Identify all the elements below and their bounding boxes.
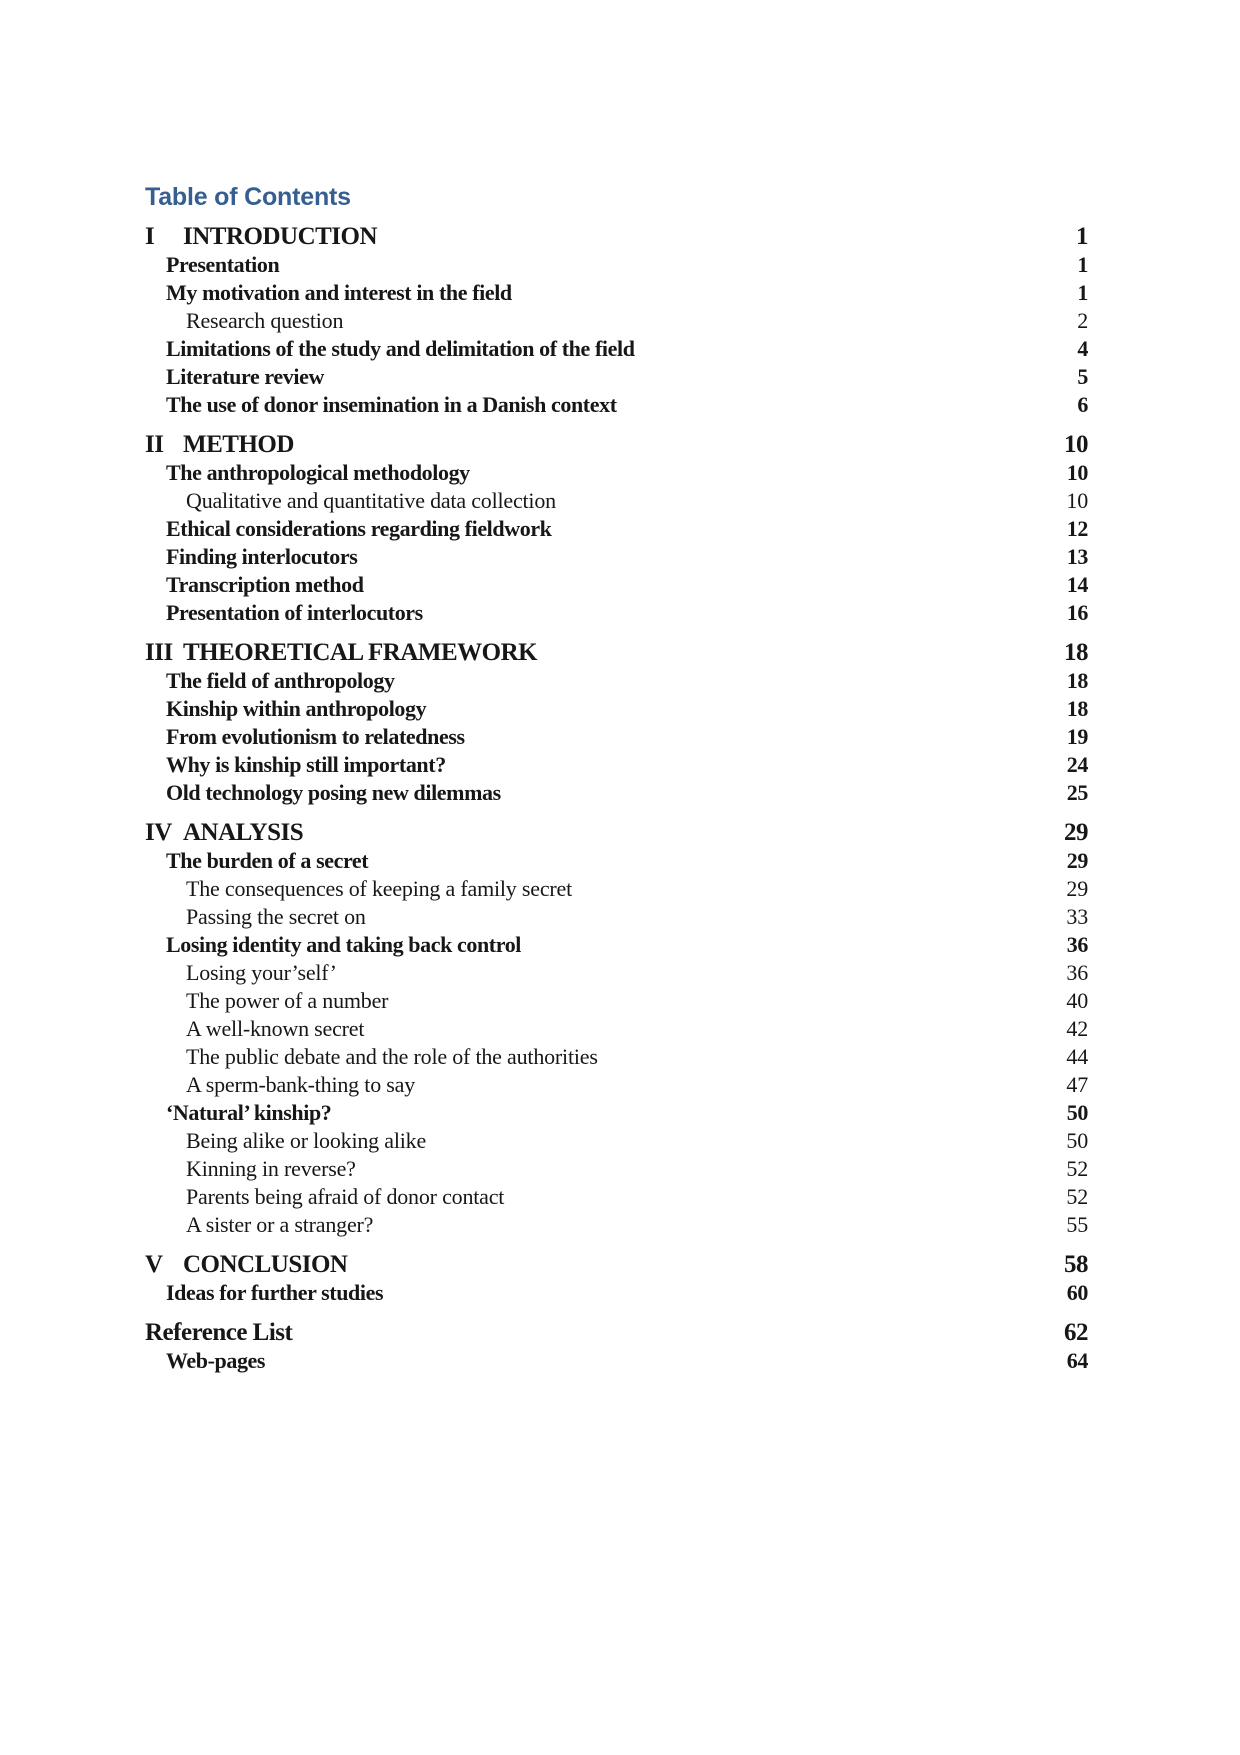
toc-entry-page-number: 24 bbox=[1066, 752, 1088, 777]
toc-entry bbox=[145, 695, 1088, 723]
toc-entry-label: Old technology posing new dilemmas bbox=[166, 780, 501, 805]
toc-entry-label: ‘Natural’ kinship? bbox=[166, 1100, 332, 1125]
toc-entry bbox=[145, 1127, 1088, 1155]
toc-entry-label: Presentation bbox=[166, 252, 280, 277]
toc-entry-page-number: 40 bbox=[1066, 988, 1088, 1013]
toc-chapter-entry bbox=[145, 639, 1088, 667]
toc-entry bbox=[145, 1211, 1088, 1239]
toc-entry-label: METHOD bbox=[183, 431, 294, 458]
toc-entry-label: INTRODUCTION bbox=[183, 223, 378, 250]
toc-entry-page-number: 29 bbox=[1066, 876, 1088, 901]
toc-entry bbox=[145, 931, 1088, 959]
toc-entry bbox=[145, 1099, 1088, 1127]
toc-entry bbox=[145, 1279, 1088, 1307]
toc-entry-page-number: 29 bbox=[1064, 819, 1088, 846]
toc-entry-page-number: 10 bbox=[1066, 460, 1088, 485]
toc-entry-page-number: 55 bbox=[1066, 1212, 1088, 1237]
toc-entry bbox=[145, 571, 1088, 599]
toc-entry-label: THEORETICAL FRAMEWORK bbox=[183, 639, 538, 666]
toc-entry bbox=[145, 599, 1088, 627]
toc-entry-page-number: 18 bbox=[1066, 668, 1088, 693]
toc-entry-page-number: 1 bbox=[1077, 280, 1088, 305]
toc-entry bbox=[145, 391, 1088, 419]
toc-chapter-entry bbox=[145, 1319, 1088, 1347]
toc-entry-page-number: 29 bbox=[1066, 848, 1088, 873]
toc-entry bbox=[145, 459, 1088, 487]
toc-entry-page-number: 52 bbox=[1066, 1156, 1088, 1181]
chapter-numeral: V bbox=[145, 1251, 163, 1278]
toc-entry bbox=[145, 1183, 1088, 1211]
toc-entry-page-number: 36 bbox=[1066, 960, 1088, 985]
chapter-numeral: IV bbox=[145, 819, 172, 846]
toc-chapter-entry bbox=[145, 1251, 1088, 1279]
toc-entry-page-number: 10 bbox=[1064, 431, 1088, 458]
toc-entry-label: Why is kinship still important? bbox=[166, 752, 446, 777]
toc-entry-label: Losing identity and taking back control bbox=[166, 932, 522, 957]
toc-entry-label: Finding interlocutors bbox=[166, 544, 358, 569]
toc-entry-label: A sperm-bank-thing to say bbox=[186, 1072, 416, 1097]
toc-chapter-entry bbox=[145, 819, 1088, 847]
toc-entry-page-number: 58 bbox=[1064, 1251, 1088, 1278]
toc-entry-page-number: 64 bbox=[1066, 1348, 1088, 1373]
toc-entry-page-number: 16 bbox=[1066, 600, 1088, 625]
toc-entry-label: Kinship within anthropology bbox=[166, 696, 427, 721]
toc-entry-label: My motivation and interest in the field bbox=[166, 280, 512, 305]
toc-entry-page-number: 6 bbox=[1077, 392, 1088, 417]
toc-entry-page-number: 42 bbox=[1066, 1016, 1088, 1041]
toc-entry-page-number: 47 bbox=[1066, 1072, 1088, 1097]
toc-entry-label: Being alike or looking alike bbox=[186, 1128, 427, 1153]
toc-entry-label: Passing the secret on bbox=[186, 904, 366, 929]
toc-entry bbox=[145, 667, 1088, 695]
toc-entry-page-number: 60 bbox=[1066, 1280, 1088, 1305]
toc-entry-page-number: 13 bbox=[1066, 544, 1088, 569]
toc-entry bbox=[145, 251, 1088, 279]
toc-chapter-entry bbox=[145, 431, 1088, 459]
toc-entry-page-number: 50 bbox=[1066, 1128, 1088, 1153]
toc-entry-page-number: 1 bbox=[1077, 252, 1088, 277]
toc-entry-label: Transcription method bbox=[166, 572, 364, 597]
toc-entry-label: Ideas for further studies bbox=[166, 1280, 384, 1305]
toc-entry-page-number: 5 bbox=[1077, 364, 1088, 389]
toc-entry bbox=[145, 1043, 1088, 1071]
toc-entry-page-number: 18 bbox=[1064, 639, 1088, 666]
toc-entry-page-number: 12 bbox=[1066, 516, 1088, 541]
toc-entry-label: A well-known secret bbox=[186, 1016, 365, 1041]
toc-entry-label: A sister or a stranger? bbox=[186, 1212, 374, 1237]
toc-entry-page-number: 19 bbox=[1066, 724, 1088, 749]
toc-entry-label: Parents being afraid of donor contact bbox=[186, 1184, 505, 1209]
toc-entry-page-number: 36 bbox=[1066, 932, 1088, 957]
toc-entry-label: Kinning in reverse? bbox=[186, 1156, 356, 1181]
toc-entry-page-number: 62 bbox=[1064, 1319, 1088, 1346]
toc-entry-label: Limitations of the study and delimitation of the field bbox=[166, 336, 635, 361]
toc-entry bbox=[145, 1071, 1088, 1099]
toc-entry-label: The public debate and the role of the authorities bbox=[186, 1044, 598, 1069]
toc-entry bbox=[145, 335, 1088, 363]
toc-entry bbox=[145, 751, 1088, 779]
toc-entry-label: Research question bbox=[186, 308, 344, 333]
toc-entry bbox=[145, 543, 1088, 571]
toc-entry-page-number: 10 bbox=[1066, 488, 1088, 513]
toc-entry bbox=[145, 1155, 1088, 1183]
toc-entry-label: Reference List bbox=[145, 1319, 293, 1346]
toc-entry-label: Literature review bbox=[166, 364, 324, 389]
chapter-numeral: II bbox=[145, 431, 164, 458]
toc-entry bbox=[145, 847, 1088, 875]
toc-entry-page-number: 4 bbox=[1077, 336, 1088, 361]
toc-entry-label: From evolutionism to relatedness bbox=[166, 724, 465, 749]
toc-chapter-entry bbox=[145, 223, 1088, 251]
toc-entry-label: Qualitative and quantitative data collection bbox=[186, 488, 556, 513]
toc-entry-label: The power of a number bbox=[186, 988, 389, 1013]
toc-entry-page-number: 18 bbox=[1066, 696, 1088, 721]
toc-entry-label: The anthropological methodology bbox=[166, 460, 470, 485]
toc-entry-page-number: 1 bbox=[1076, 223, 1088, 250]
toc-entry bbox=[145, 959, 1088, 987]
toc-entry-page-number: 2 bbox=[1077, 308, 1088, 333]
toc-entry bbox=[145, 279, 1088, 307]
page-title: Table of Contents bbox=[145, 183, 351, 211]
chapter-numeral: III bbox=[145, 639, 173, 666]
toc-entry bbox=[145, 307, 1088, 335]
toc-entry-label: CONCLUSION bbox=[183, 1251, 348, 1278]
toc-entry-label: The field of anthropology bbox=[166, 668, 395, 693]
toc-entry bbox=[145, 779, 1088, 807]
table-of-contents bbox=[145, 223, 1088, 1375]
toc-entry-label: The use of donor insemination in a Danish context bbox=[166, 392, 617, 417]
toc-entry-label: ANALYSIS bbox=[183, 819, 304, 846]
toc-entry-label: Presentation of interlocutors bbox=[166, 600, 423, 625]
toc-entry-page-number: 14 bbox=[1066, 572, 1088, 597]
chapter-numeral: I bbox=[145, 223, 155, 250]
toc-entry bbox=[145, 363, 1088, 391]
toc-entry-label: The burden of a secret bbox=[166, 848, 369, 873]
toc-entry bbox=[145, 515, 1088, 543]
toc-entry-label: Losing your’self’ bbox=[186, 960, 337, 985]
toc-entry-label: The consequences of keeping a family secret bbox=[186, 876, 573, 901]
toc-entry-page-number: 33 bbox=[1066, 904, 1088, 929]
toc-entry bbox=[145, 723, 1088, 751]
toc-entry-label: Web-pages bbox=[166, 1348, 266, 1373]
toc-entry-page-number: 44 bbox=[1066, 1044, 1088, 1069]
toc-entry-page-number: 25 bbox=[1066, 780, 1088, 805]
toc-entry-page-number: 52 bbox=[1066, 1184, 1088, 1209]
toc-entry bbox=[145, 487, 1088, 515]
toc-entry bbox=[145, 1347, 1088, 1375]
toc-entry-label: Ethical considerations regarding fieldwork bbox=[166, 516, 552, 541]
toc-entry bbox=[145, 875, 1088, 903]
toc-entry bbox=[145, 987, 1088, 1015]
toc-entry bbox=[145, 903, 1088, 931]
toc-entry bbox=[145, 1015, 1088, 1043]
toc-entry-page-number: 50 bbox=[1066, 1100, 1088, 1125]
